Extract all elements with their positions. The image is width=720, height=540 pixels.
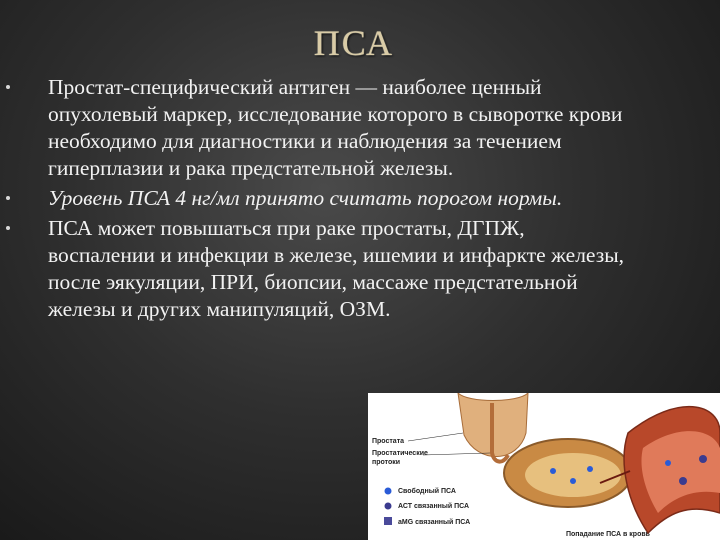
label-prostate: Простата <box>372 438 405 445</box>
bullet-dot-icon <box>6 226 10 230</box>
psa-illustration <box>368 393 720 540</box>
bullet-text: Уровень ПСА 4 нг/мл принято считать порогом нормы. <box>48 186 563 210</box>
bullet-list <box>28 74 628 326</box>
label-ducts-2: протоки <box>372 459 401 466</box>
label-blood: Попадание ПСА в кровь <box>566 531 650 538</box>
slide-title: ПСА <box>313 23 394 63</box>
psa-bound-dot <box>679 477 687 485</box>
label-ducts-1: Простатические <box>372 450 428 457</box>
bullet-text: ПСА может повышаться при раке простаты, ДГПЖ, воспалении и инфекции в железе, ишемии и инфаркте железы, после эякуляции, ПРИ, биопсии, массаже предстательной железы и других манипуляций, ОЗМ. <box>48 216 625 321</box>
bullet-item <box>28 215 628 323</box>
pointer-line <box>423 453 490 455</box>
bullet-dot-icon <box>6 85 10 89</box>
legend-act: АСТ связанный ПСА <box>398 503 470 510</box>
duct-lumen-shape <box>525 453 621 497</box>
pointer-line <box>408 433 463 441</box>
bullet-text: Простат-специфический антиген — наиболее ценный опухолевый маркер, исследование которого в сыворотке крови необходимо для диагностики и наблюдения за течением гиперплазии и рака предстательной железы. <box>48 75 623 180</box>
psa-free-dot <box>587 466 593 472</box>
slide-title-container <box>0 22 690 64</box>
psa-free-dot <box>570 478 576 484</box>
psa-diagram <box>368 393 720 540</box>
legend-free-psa-icon <box>385 488 392 495</box>
bullet-item <box>28 74 628 182</box>
psa-bound-dot <box>699 455 707 463</box>
legend-act-psa-icon <box>385 503 392 510</box>
psa-free-dot <box>665 460 671 466</box>
legend-free: Свободный ПСА <box>398 488 456 495</box>
bullet-dot-icon <box>6 196 10 200</box>
legend-amg: aMG связанный ПСА <box>398 519 471 526</box>
bullet-item <box>28 185 628 212</box>
psa-free-dot <box>550 468 556 474</box>
legend-amg-psa-icon <box>384 517 392 525</box>
